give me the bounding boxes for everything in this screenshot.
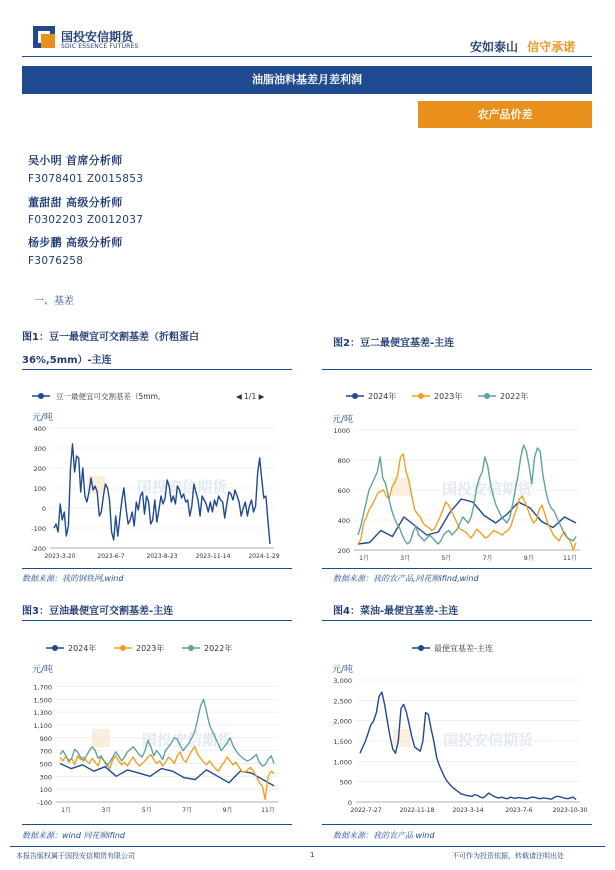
fig3-chart xyxy=(22,630,292,820)
x-tick-label: 2023-3-20 xyxy=(44,553,76,560)
y-tick-label: -200 xyxy=(31,545,46,553)
y-tick-label: 300 xyxy=(39,773,52,782)
legend-swatch-dot xyxy=(38,393,44,399)
fig1-source: 数据来源：我的钢铁网,wind xyxy=(22,574,124,583)
x-tick-label: 5月 xyxy=(441,555,452,562)
legend-swatch-dot xyxy=(352,393,358,399)
watermark-text: 国投安信期货 xyxy=(141,731,233,749)
y-tick-label: 900 xyxy=(39,734,52,743)
fig2-chart xyxy=(322,378,592,566)
x-tick-label: 2023-6-7 xyxy=(97,553,125,560)
y-tick-label: 500 xyxy=(39,760,52,769)
x-tick-label: 9月 xyxy=(222,807,233,814)
legend-label-2: 2022年 xyxy=(500,392,529,401)
y-tick-label: 1000 xyxy=(333,427,350,435)
fig4-rule xyxy=(322,620,592,621)
fig1-source-rule xyxy=(22,568,292,569)
watermark-text: 国投安信期货 xyxy=(442,731,534,749)
series-line-1 xyxy=(60,747,274,800)
legend-pager: ◀ 1/1 ▶ xyxy=(236,392,265,401)
fig2-source: 数据来源：我的农产品,同花顺ifind,wind xyxy=(333,574,479,583)
y-tick-label: 700 xyxy=(39,747,52,756)
footer-rule xyxy=(10,846,605,847)
y-tick-label: 400 xyxy=(33,425,46,433)
x-tick-label: 7月 xyxy=(182,807,193,814)
legend-swatch-dot xyxy=(418,645,424,651)
fig3-rule xyxy=(22,620,292,621)
x-tick-label: 3月 xyxy=(400,555,411,562)
y-axis-unit-label: 元/吨 xyxy=(332,415,354,425)
section-heading: 一、基差 xyxy=(34,296,74,307)
x-tick-label: 7月 xyxy=(482,555,493,562)
y-tick-label: -100 xyxy=(31,525,46,533)
watermark-logo-icon xyxy=(393,729,411,747)
y-tick-label: 100 xyxy=(33,485,46,493)
y-tick-label: 100 xyxy=(39,786,52,795)
analyst-3-name: 杨步鹏 高级分析师 xyxy=(28,236,123,249)
y-tick-label: 300 xyxy=(33,445,46,453)
y-tick-label: 1,500 xyxy=(33,696,52,705)
y-tick-label: 500 xyxy=(339,778,352,787)
legend-swatch-dot xyxy=(418,393,424,399)
logo-mark-icon xyxy=(33,26,55,48)
legend-swatch-dot xyxy=(120,645,126,651)
fig1-title-line1: 图1：豆一最便宜可交割基差（折粗蛋白 xyxy=(22,332,199,343)
y-tick-label: 1,500 xyxy=(333,738,352,746)
y-axis-unit-label: 元/吨 xyxy=(332,665,354,675)
analyst-2-license: F0302203 Z0012037 xyxy=(28,214,144,226)
y-tick-label: 0 xyxy=(347,799,352,807)
x-tick-label: 1月 xyxy=(359,555,369,562)
header-rule xyxy=(22,56,592,57)
y-tick-label: 3,000 xyxy=(333,677,352,685)
x-tick-label: 2023-7-6 xyxy=(505,807,533,814)
x-tick-label: 11月 xyxy=(261,807,275,814)
analyst-2-name: 董甜甜 高级分析师 xyxy=(28,196,123,209)
x-tick-label: 2023-11-14 xyxy=(195,553,231,560)
analyst-3-license: F3076258 xyxy=(28,255,84,267)
legend-label-1: 2023年 xyxy=(136,644,165,653)
x-tick-label: 2022-11-18 xyxy=(399,807,435,814)
footer-disclaimer: 不可作为投资依据，转载请注明出处 xyxy=(452,852,564,860)
fig4-title: 图4：菜油-最便宜基差-主连 xyxy=(333,606,459,617)
slogan-part-b: 信守承诺 xyxy=(527,40,576,54)
slogan xyxy=(470,36,575,55)
y-tick-label: 0 xyxy=(41,505,46,513)
y-tick-label: 1,700 xyxy=(33,683,52,692)
fig4-source: 数据来源：我的农产品 wind xyxy=(333,831,435,840)
x-tick-label: 2023-10-30 xyxy=(552,807,588,814)
fig3-title: 图3：豆油最便宜可交割基差-主连 xyxy=(22,606,174,617)
fig1-rule xyxy=(22,369,292,370)
y-axis-unit-label: 元/吨 xyxy=(32,413,54,423)
report-title-banner: 油脂油料基差月差利润 xyxy=(22,66,592,94)
watermark-logo-icon xyxy=(392,478,410,496)
category-tag: 农产品价差 xyxy=(418,101,592,128)
fig1-title-line2: 36%,5mm）-主连 xyxy=(22,355,112,366)
logo xyxy=(33,26,55,48)
y-tick-label: 2,000 xyxy=(333,717,352,726)
legend-label-2: 2022年 xyxy=(204,644,233,653)
fig1-chart xyxy=(22,378,292,566)
legend-swatch-dot xyxy=(52,645,58,651)
x-tick-label: 2023-3-14 xyxy=(452,807,484,814)
y-tick-label: 800 xyxy=(337,457,350,465)
footer-copyright: 本报告版权属于国投安信期货有限公司 xyxy=(16,852,135,860)
logo-english: SDIC ESSENCE FUTURES xyxy=(61,43,139,50)
watermark-text: 国投安信期货 xyxy=(136,478,228,496)
y-tick-label: -100 xyxy=(37,799,52,807)
logo-name: 国投安信期货 xyxy=(61,30,134,44)
legend-swatch-dot xyxy=(484,393,490,399)
slogan-part-a: 安如泰山 xyxy=(470,40,519,54)
fig2-title: 图2：豆二最便宜基差-主连 xyxy=(333,338,455,349)
legend-label-0: 2024年 xyxy=(68,644,97,653)
y-axis-unit-label: 元/吨 xyxy=(32,665,54,675)
x-tick-label: 2023-8-23 xyxy=(146,553,178,560)
fig2-source-rule xyxy=(322,568,592,569)
y-tick-label: 200 xyxy=(337,547,350,555)
y-tick-label: 1,100 xyxy=(33,721,52,730)
y-tick-label: 1,300 xyxy=(33,709,52,718)
analyst-1-license: F3078401 Z0015853 xyxy=(28,173,144,185)
fig4-source-rule xyxy=(322,824,592,825)
x-tick-label: 5月 xyxy=(141,807,152,814)
footer-page-number: 1 xyxy=(310,851,315,859)
fig3-source-rule xyxy=(22,824,292,825)
fig2-rule xyxy=(322,369,592,370)
y-tick-label: 600 xyxy=(337,487,350,495)
legend-swatch-dot xyxy=(188,645,194,651)
y-tick-label: 400 xyxy=(337,517,350,525)
legend-label-0: 最便宜基差-主连 xyxy=(434,644,493,653)
analyst-1-name: 吴小明 首席分析师 xyxy=(28,154,123,167)
fig4-chart xyxy=(322,630,592,820)
x-tick-label: 2024-1-29 xyxy=(248,553,280,560)
x-tick-label: 9月 xyxy=(523,555,534,562)
series-line-0 xyxy=(60,764,274,786)
legend-label: 豆一最便宜可交割基差（5mm, xyxy=(56,392,161,401)
y-tick-label: 200 xyxy=(33,465,46,473)
x-tick-label: 1月 xyxy=(61,807,71,814)
x-tick-label: 11月 xyxy=(563,555,577,562)
x-tick-label: 2022-7-27 xyxy=(350,807,382,814)
watermark-text: 国投安信期货 xyxy=(441,480,533,498)
legend-label-0: 2024年 xyxy=(368,392,397,401)
x-tick-label: 3月 xyxy=(101,807,112,814)
fig3-source: 数据来源：wind 同花顺ifind xyxy=(22,831,125,840)
legend-label-1: 2023年 xyxy=(434,392,463,401)
y-tick-label: 2,500 xyxy=(333,697,352,706)
y-tick-label: 1,000 xyxy=(333,758,352,767)
